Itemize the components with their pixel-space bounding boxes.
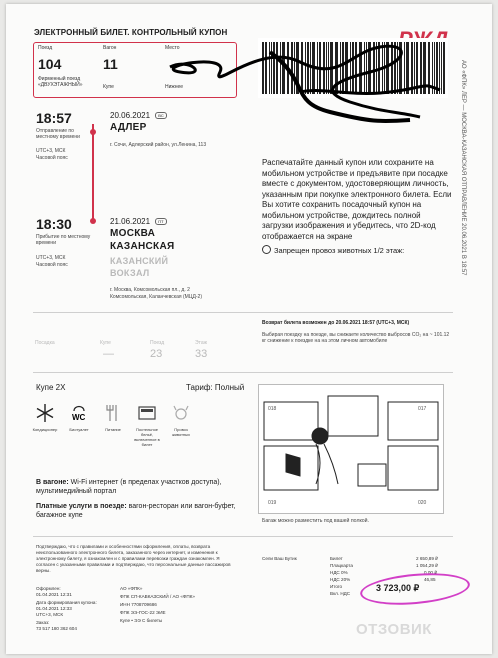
boarding-label-1: Посадка <box>35 340 55 346</box>
arrival-date: 21.06.2021 <box>110 217 151 226</box>
arrival-date-row <box>110 217 167 226</box>
arrival-address-1: г. Москва, Комсомольская пл., д. 2 <box>110 287 190 293</box>
paid-title: Платные услуги в поезде: <box>36 503 127 510</box>
code: ФПК ЭЭ-ГОС-22 ЭИЕ <box>120 610 166 615</box>
arrival-station-gray-2: ВОКЗАЛ <box>110 268 150 278</box>
seat-label: Место <box>165 45 180 51</box>
carrier: АО «ФПК» <box>120 586 143 591</box>
route-line <box>92 124 94 223</box>
amenities-row <box>30 402 196 447</box>
svg-text:020: 020 <box>418 500 427 506</box>
vat-included-label: Вкл. НДС <box>330 591 351 596</box>
divider-1 <box>33 312 453 313</box>
arrival-station-gray-1: КАЗАНСКИЙ <box>110 256 169 266</box>
departure-tz: UTC+3, МСК <box>36 148 66 154</box>
departure-station: АДЛЕР <box>110 122 147 133</box>
compartment-illustration <box>258 384 444 514</box>
departure-note: Отправление по местному времени <box>36 128 80 140</box>
pets-text: Запрещен провоз животных 1/2 этаж: <box>274 246 405 255</box>
car-number: 11 <box>103 56 118 72</box>
formed-value: 01.04.2021 12:33 <box>36 606 72 611</box>
train-label: Поезд <box>38 45 53 51</box>
ticket-price: 2 650,89 ₽ <box>416 556 439 561</box>
ban-icon <box>262 245 271 254</box>
divider-2 <box>33 372 453 373</box>
issued-label: Оформлен: <box>36 586 61 591</box>
vat20-label: НДС 20% <box>330 577 351 582</box>
boarding-label-4: Этаж <box>195 340 207 346</box>
arrival-station-line1: МОСКВА <box>110 228 156 239</box>
platz-price: 1 054,29 ₽ <box>416 563 439 568</box>
boarding-value-1: 23 <box>150 348 163 360</box>
issued-value: 01.04.2021 12:31 <box>36 592 72 597</box>
svg-text:017: 017 <box>418 406 427 412</box>
wifi-block <box>36 478 236 496</box>
departure-time: 18:57 <box>36 110 72 126</box>
arrival-address-2: Комсомольская, Каланчевская (МЦД-2) <box>110 294 203 300</box>
redaction-scribble <box>150 32 450 132</box>
svg-text:018: 018 <box>268 406 277 412</box>
amenity-item: Постельное бельё, включенное в билет <box>132 402 162 447</box>
inn: ИНН 7708709686 <box>120 602 157 607</box>
wc-icon <box>68 402 90 424</box>
vat0-label: НДС 0% <box>330 570 348 575</box>
boarding-label-3: Поезд <box>150 340 165 346</box>
ticket-title: ЭЛЕКТРОННЫЙ БИЛЕТ. КОНТРОЛЬНЫЙ КУПОН <box>34 28 228 37</box>
arrival-note: Прибытие по местному времени <box>36 234 91 246</box>
seller: Сели Ваш Бутик <box>262 556 297 561</box>
amenity-item: Провоз животных <box>166 402 196 447</box>
paid-services-block <box>36 502 236 520</box>
vat0-value: 0,00 ₽ <box>424 570 438 575</box>
watermark: ОТЗОВИК <box>356 621 432 638</box>
wifi-title: В вагоне: <box>36 479 69 486</box>
train-number: 104 <box>38 56 62 72</box>
arrival-tz: UTC+3, МСК <box>36 255 66 261</box>
luggage-caption: Багаж можно разместить под вашей полкой. <box>262 518 370 524</box>
arrival-station-line2: КАЗАНСКАЯ <box>110 241 175 252</box>
bedding-icon <box>136 402 158 424</box>
boarding-value-2: 33 <box>195 348 208 360</box>
svg-text:WC: WC <box>72 413 86 422</box>
train-type: Фирменный поезд «ДВУХЭТАЖНЫЙ» <box>38 76 83 88</box>
wifi-text: Wi-Fi интернет (в пределах участков доступа), мультимедийный портал <box>36 479 222 495</box>
departure-date: 20.06.2021 <box>110 111 151 120</box>
car-label: Вагон <box>103 45 117 51</box>
formed-label: Дата формирования купона: <box>36 600 97 605</box>
arrival-tz-label: Часовой пояс <box>36 262 68 268</box>
divider-3 <box>33 536 453 537</box>
snowflake-icon <box>34 402 56 424</box>
arrival-weekday: ПТ <box>155 218 166 225</box>
seat-type: Нижнее <box>165 84 184 90</box>
amenity-item: Питание <box>98 402 128 447</box>
car-type: Купе <box>103 84 114 90</box>
order-label: Заказ: <box>36 620 50 625</box>
side-text: АО «ФПК» ЛЕР — МОСКВА-КАЗАНСКАЯ ОТПРАВЛЕНИЕ 20.06.2021 В 18:57 <box>460 60 466 276</box>
terms-text: Подтверждаю, что с правилами и особенностями оформления, оплаты, возврата неиспользованного электронного билета, заказанного через интернет, и изменения к электронному билету, я ознакомлен и с правилами перевозки граждан ознакомлен. Я согласен с указанными правилами и подтверждаю, что персональные данные пассажиров верны. <box>36 544 231 573</box>
bottom-tz: UTC+3, МСК <box>36 612 64 617</box>
amenity-item: Кондиционер <box>30 402 60 447</box>
car-class: Купе 2Х <box>36 383 66 392</box>
arrival-time: 18:30 <box>36 216 72 232</box>
departure-weekday: ВС <box>155 112 166 119</box>
tariff-type: Тариф: Полный <box>186 383 245 392</box>
paid-text: вагон-ресторан или вагон-буфет, багажное купе <box>36 503 236 519</box>
amenity-item: WC Биотуалет <box>64 402 94 447</box>
departure-dot <box>90 129 96 135</box>
refund-text: Возврат билета возможен до 20.06.2021 18:57 (UTC+3, МСК) <box>262 320 410 326</box>
platz-label: Плацкарта <box>330 563 353 568</box>
co2-text: Выбирая поездку на поезде, вы снижаете количество выбросов CO₂ на ~ 101.12 кг снижение к поездке на на этом личном автомобиле <box>262 332 450 344</box>
departure-date-row <box>110 111 167 120</box>
food-icon <box>102 402 124 424</box>
instructions-text: Распечатайте данный купон или сохраните на мобильном устройстве и предъявите при посадке вместе с документом, удостоверяющим личность, указанным при покупке электронного билета. Если Вы хотите сохранить посадочный купон на мобильном устройстве, дождитесь полной загрузки изображения и убедитесь, что 2D-код отображается на экране <box>262 158 452 241</box>
ticket-label: Билет <box>330 556 343 561</box>
pet-icon <box>170 402 192 424</box>
svg-text:019: 019 <box>268 500 277 506</box>
boarding-label-2: Купе <box>100 340 111 346</box>
boarding-dash: — <box>103 348 114 360</box>
order-number: 73 517 180 362 604 <box>36 626 77 631</box>
code-2: Купе • ЭЭ С билеты <box>120 618 163 623</box>
carrier-branch: ФПК СП-КАВКАЗСКИЙ / АО «ФПК» <box>120 594 195 599</box>
pets-row <box>262 245 404 255</box>
arrival-dot <box>90 218 96 224</box>
departure-address: г. Сочи, Адлерский район, ул.Ленина, 113 <box>110 142 207 148</box>
total-label: Итого <box>330 584 343 589</box>
vat20-value: 46,85 <box>424 577 436 582</box>
total-price: 3 723,00 ₽ <box>376 583 420 593</box>
departure-tz-label: Часовой пояс <box>36 155 68 161</box>
